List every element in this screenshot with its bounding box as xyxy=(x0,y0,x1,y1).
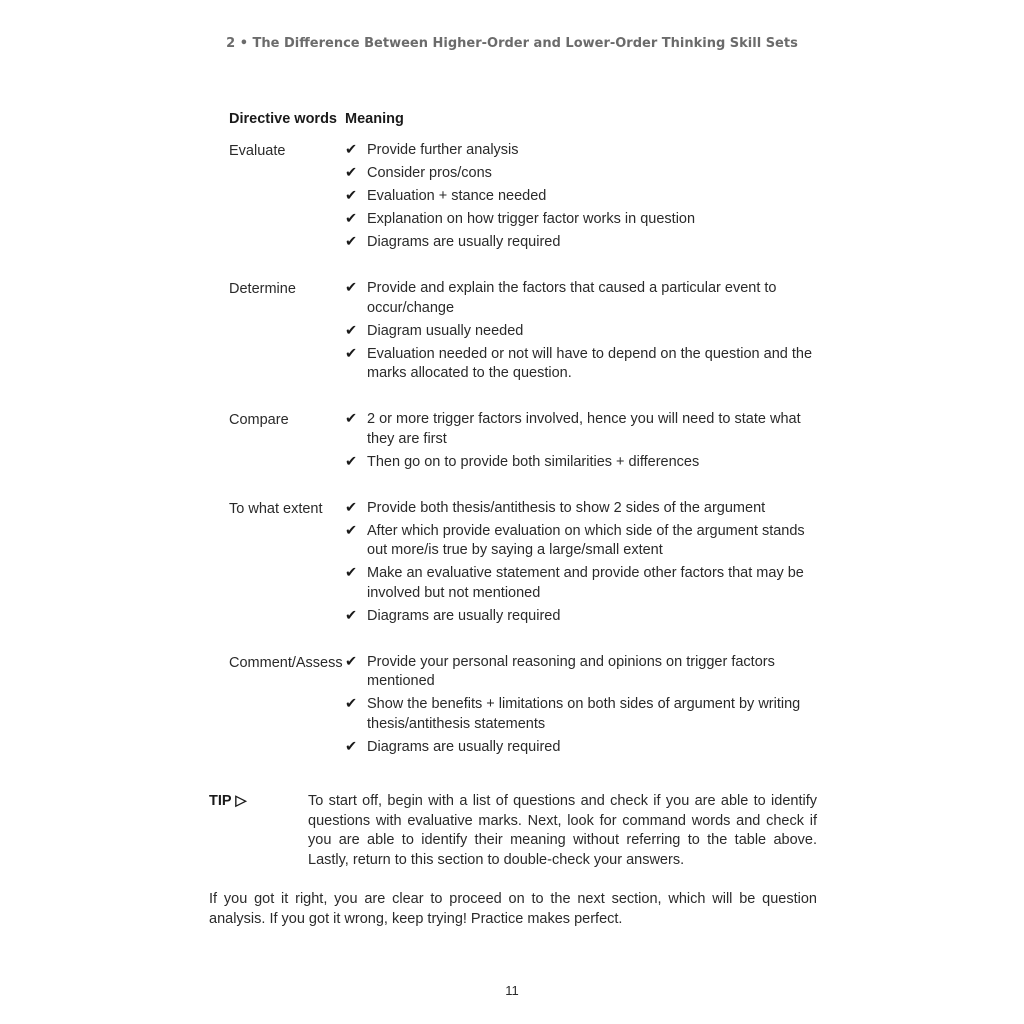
meaning-text: Diagrams are usually required xyxy=(367,234,561,250)
meaning-text: Show the benefits + limitations on both sides of argument by writing thesis/antithesis statements xyxy=(367,696,801,732)
table-row xyxy=(229,141,829,256)
checkmark-icon: ✔ xyxy=(345,738,358,755)
list-item xyxy=(345,653,829,692)
list-item xyxy=(345,233,829,253)
meaning-list xyxy=(345,653,829,761)
list-item xyxy=(345,187,829,207)
list-item xyxy=(345,453,829,473)
closing-paragraph: If you got it right, you are clear to proceed on to the next section, which will be question analysis. If you got it wrong, keep trying! Practice makes perfect. xyxy=(209,891,817,927)
directive-word: Determine xyxy=(229,281,296,297)
checkmark-icon: ✔ xyxy=(345,211,358,227)
meaning-text: 2 or more trigger factors involved, hence you will need to state what they are first xyxy=(367,411,801,447)
table-row xyxy=(229,499,829,630)
list-item xyxy=(345,141,829,161)
page-number: 11 xyxy=(505,983,519,998)
list-item xyxy=(345,522,829,561)
list-item xyxy=(345,322,829,342)
table-row xyxy=(229,279,829,387)
meaning-text: Provide and explain the factors that caused a particular event to occur/change xyxy=(367,280,777,316)
col-header-meaning: Meaning xyxy=(345,111,404,127)
checkmark-icon: ✔ xyxy=(345,142,358,158)
meaning-list xyxy=(345,410,829,476)
meaning-text: After which provide evaluation on which side of the argument stands out more/is true by saying a large/small extent xyxy=(367,522,805,558)
table-row xyxy=(229,410,829,476)
meaning-text: Explanation on how trigger factor works in question xyxy=(367,211,696,227)
list-item xyxy=(345,564,829,603)
meaning-text: Consider pros/cons xyxy=(367,165,492,181)
meaning-list xyxy=(345,279,829,387)
checkmark-icon: ✔ xyxy=(345,165,358,181)
checkmark-icon: ✔ xyxy=(345,322,358,339)
meaning-text: Diagrams are usually required xyxy=(367,738,561,755)
list-item xyxy=(345,210,829,230)
table-row xyxy=(229,653,829,761)
list-item xyxy=(345,607,829,627)
meaning-text: Diagram usually needed xyxy=(367,322,524,339)
directive-word: Comment/Assess xyxy=(229,654,343,671)
meaning-list xyxy=(345,499,829,630)
checkmark-icon: ✔ xyxy=(345,696,358,712)
directive-word: To what extent xyxy=(229,500,323,517)
list-item xyxy=(345,499,829,519)
meaning-text: Then go on to provide both similarities + differences xyxy=(367,453,700,470)
directive-words-table xyxy=(229,108,829,784)
checkmark-icon: ✔ xyxy=(345,522,358,539)
checkmark-icon: ✔ xyxy=(345,607,358,624)
checkmark-icon: ✔ xyxy=(345,453,358,470)
meaning-text: Provide further analysis xyxy=(367,142,519,158)
list-item xyxy=(345,164,829,184)
meaning-text: Make an evaluative statement and provide other factors that may be involved but not mentioned xyxy=(367,565,804,601)
checkmark-icon: ✔ xyxy=(345,280,358,296)
meaning-text: Evaluation needed or not will have to depend on the question and the marks allocated to the question. xyxy=(367,345,813,381)
checkmark-icon: ✔ xyxy=(345,653,358,670)
meaning-list xyxy=(345,141,829,256)
running-header: 2 • The Difference Between Higher-Order and Lower-Order Thinking Skill Sets xyxy=(226,36,798,51)
list-item xyxy=(345,345,829,384)
list-item xyxy=(345,738,829,758)
checkmark-icon: ✔ xyxy=(345,499,358,516)
meaning-text: Provide your personal reasoning and opinions on trigger factors mentioned xyxy=(367,653,775,689)
tip-text: To start off, begin with a list of questions and check if you are able to identify questions with evaluative marks. Next, look for command words and check if you are able to identify their meaning without referring to the table above. Lastly, return to this section to double-check your answers. xyxy=(308,793,817,868)
checkmark-icon: ✔ xyxy=(345,411,358,427)
tip-label: TIP ▷ xyxy=(209,793,247,809)
directive-word: Compare xyxy=(229,412,289,428)
meaning-text: Evaluation + stance needed xyxy=(367,188,547,204)
checkmark-icon: ✔ xyxy=(345,234,358,250)
list-item xyxy=(345,410,829,449)
list-item xyxy=(345,279,829,318)
checkmark-icon: ✔ xyxy=(345,565,358,581)
checkmark-icon: ✔ xyxy=(345,345,358,362)
directive-word: Evaluate xyxy=(229,143,286,159)
list-item xyxy=(345,695,829,734)
col-header-directive-words: Directive words xyxy=(229,111,337,127)
checkmark-icon: ✔ xyxy=(345,188,358,204)
meaning-text: Diagrams are usually required xyxy=(367,607,561,624)
meaning-text: Provide both thesis/antithesis to show 2 sides of the argument xyxy=(367,499,766,516)
table-header xyxy=(229,108,829,130)
tip-box xyxy=(209,792,817,870)
